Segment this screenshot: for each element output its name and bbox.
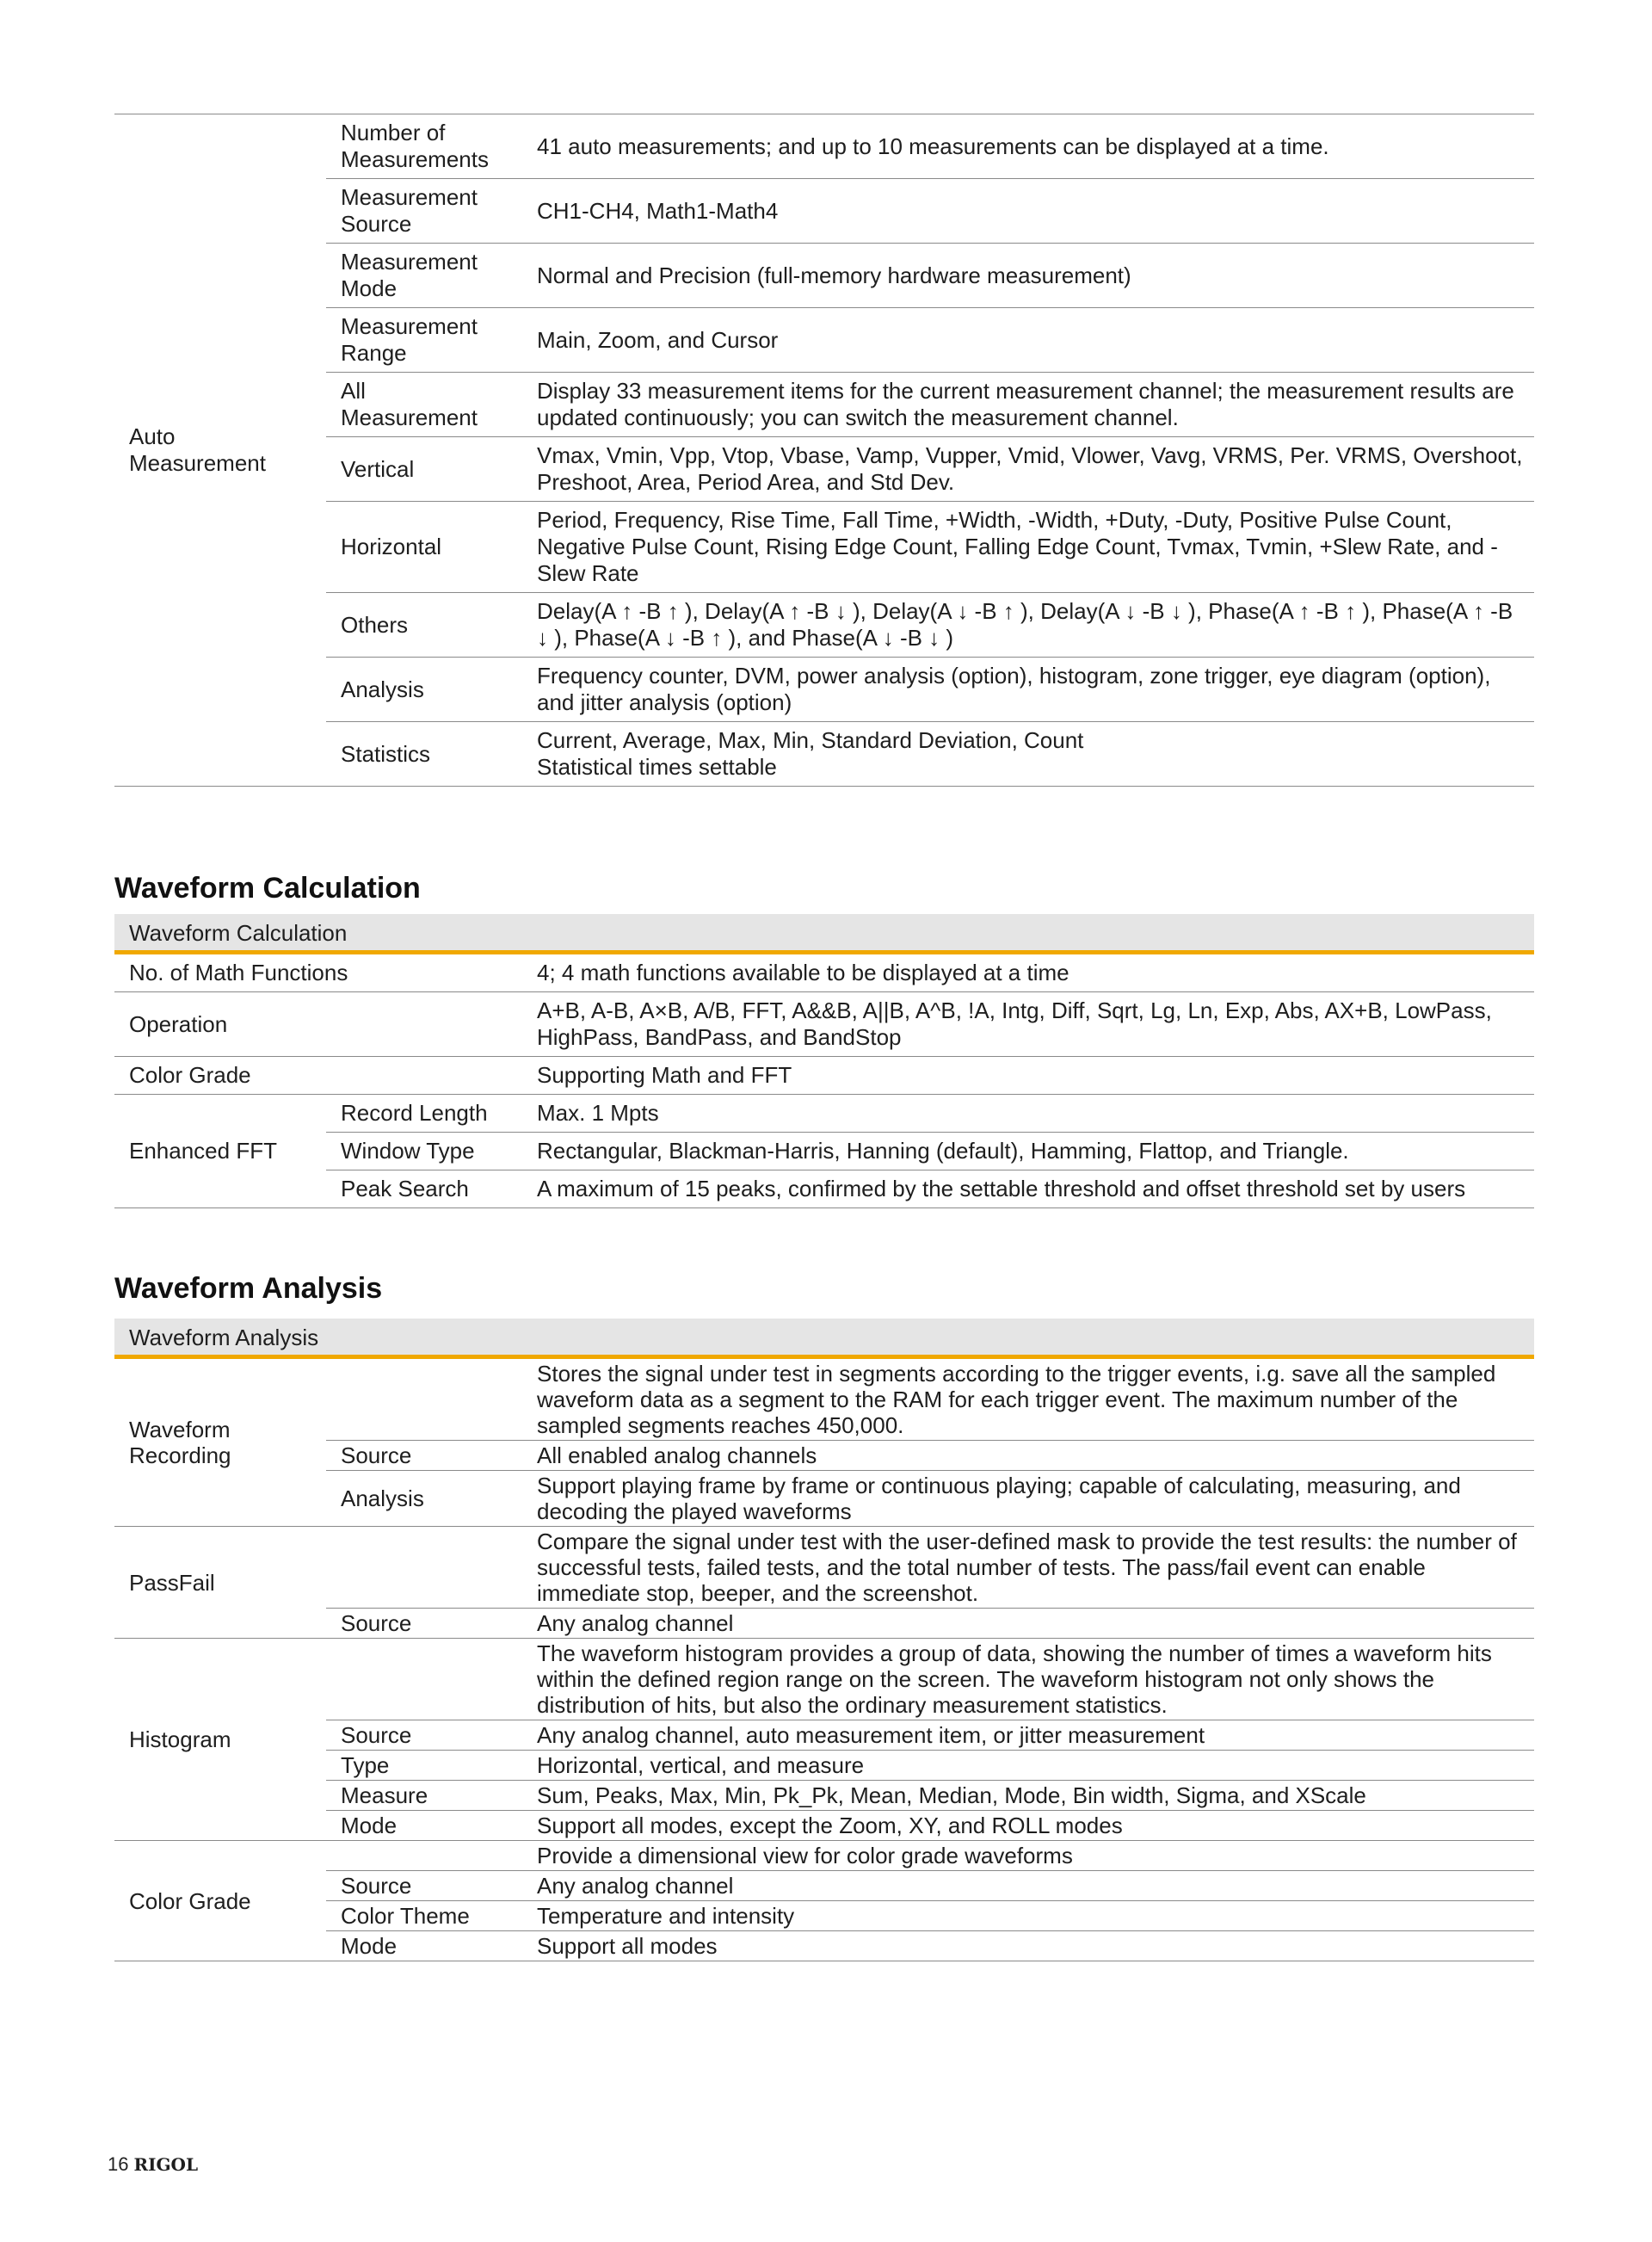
table-row	[114, 1609, 1534, 1639]
section-title-waveform-analysis: Waveform Analysis	[114, 1272, 383, 1305]
group-label: Histogram	[114, 1639, 326, 1841]
table-row	[114, 1441, 1534, 1471]
row-label: Horizontal	[326, 502, 522, 593]
table-row	[114, 1639, 1534, 1720]
row-value: Any analog channel	[522, 1609, 1534, 1639]
waveform-calculation-table	[114, 954, 1534, 1208]
row-value: Sum, Peaks, Max, Min, Pk_Pk, Mean, Median, Mode, Bin width, Sigma, and XScale	[522, 1781, 1534, 1811]
group-label: Enhanced FFT	[114, 1095, 326, 1208]
row-value: Any analog channel, auto measurement item, or jitter measurement	[522, 1720, 1534, 1751]
brand-logo: RIGOL	[133, 2154, 199, 2175]
row-label: Source	[326, 1720, 522, 1751]
row-label: Measurement Source	[326, 179, 522, 244]
row-value: Display 33 measurement items for the current measurement channel; the measurement results are updated continuously; you can switch the measurement channel.	[522, 373, 1534, 437]
row-value: Normal and Precision (full-memory hardware measurement)	[522, 244, 1534, 308]
row-label: Measure	[326, 1781, 522, 1811]
row-value: Max. 1 Mpts	[522, 1095, 1534, 1133]
row-value: Support playing frame by frame or continuous playing; capable of calculating, measuring, and decoding the played waveforms	[522, 1471, 1534, 1527]
table-row	[114, 1871, 1534, 1901]
row-label: Number of Measurements	[326, 114, 522, 179]
table-row	[114, 593, 1534, 658]
page-footer	[108, 2153, 198, 2176]
row-label: All Measurement	[326, 373, 522, 437]
table-row	[114, 1095, 1534, 1133]
table-row	[114, 954, 1534, 992]
row-value: Period, Frequency, Rise Time, Fall Time, +Width, -Width, +Duty, -Duty, Positive Pulse Count, Negative Pulse Count, Rising Edge Count, Falling Edge Count, Tvmax, Tvmin, +Slew Rate, and -Slew Rate	[522, 502, 1534, 593]
table-row	[114, 722, 1534, 787]
table-row	[114, 179, 1534, 244]
row-label: Others	[326, 593, 522, 658]
row-value: Frequency counter, DVM, power analysis (option), histogram, zone trigger, eye diagram (option), and jitter analysis (option)	[522, 658, 1534, 722]
section-band-waveform-analysis	[114, 1319, 1534, 1359]
row-label: Source	[326, 1609, 522, 1639]
row-label: Mode	[326, 1811, 522, 1841]
row-value: CH1-CH4, Math1-Math4	[522, 179, 1534, 244]
table-row	[114, 1527, 1534, 1609]
table-row	[114, 1359, 1534, 1441]
group-label: Auto Measurement	[114, 114, 326, 787]
row-label: Measurement Mode	[326, 244, 522, 308]
table-row	[114, 437, 1534, 502]
row-label: No. of Math Functions	[114, 954, 522, 992]
row-label: Color Theme	[326, 1901, 522, 1931]
row-label: Analysis	[326, 1471, 522, 1527]
table-row	[114, 1133, 1534, 1170]
table-row	[114, 502, 1534, 593]
band-label: Waveform Analysis	[129, 1325, 319, 1350]
table-row	[114, 658, 1534, 722]
row-label: Type	[326, 1751, 522, 1781]
table-row	[114, 1751, 1534, 1781]
row-value: All enabled analog channels	[522, 1441, 1534, 1471]
group-label: Color Grade	[114, 1841, 326, 1961]
table-row	[114, 1471, 1534, 1527]
row-value: Stores the signal under test in segments according to the trigger events, i.g. save all the sampled waveform data as a segment to the RAM for each trigger event. The maximum number of the sampled segments reaches 450,000.	[522, 1359, 1534, 1441]
group-label: Waveform Recording	[114, 1359, 326, 1527]
row-label: Analysis	[326, 658, 522, 722]
row-label: Color Grade	[114, 1057, 522, 1095]
row-value: Provide a dimensional view for color grade waveforms	[522, 1841, 1534, 1871]
row-label: Source	[326, 1441, 522, 1471]
table-row	[114, 308, 1534, 373]
row-value: 4; 4 math functions available to be displayed at a time	[522, 954, 1534, 992]
table-row	[114, 1841, 1534, 1871]
row-value: The waveform histogram provides a group of data, showing the number of times a waveform hits within the defined region range on the screen. The waveform histogram not only shows the distribution of hits, but also the ordinary measurement statistics.	[522, 1639, 1534, 1720]
row-value: Temperature and intensity	[522, 1901, 1534, 1931]
row-label	[326, 1639, 522, 1720]
row-label: Record Length	[326, 1095, 522, 1133]
section-band-waveform-calculation	[114, 914, 1534, 954]
auto-measurement-table	[114, 114, 1534, 787]
table-row	[114, 992, 1534, 1057]
row-value: Compare the signal under test with the user-defined mask to provide the test results: the number of successful tests, failed tests, and the total number of tests. The pass/fail event can enable immediate stop, beeper, and the screenshot.	[522, 1527, 1534, 1609]
row-value: Horizontal, vertical, and measure	[522, 1751, 1534, 1781]
waveform-analysis-table	[114, 1359, 1534, 1961]
row-value: Support all modes, except the Zoom, XY, and ROLL modes	[522, 1811, 1534, 1841]
row-value: Support all modes	[522, 1931, 1534, 1961]
row-value: Main, Zoom, and Cursor	[522, 308, 1534, 373]
table-row	[114, 1931, 1534, 1961]
table-row	[114, 1170, 1534, 1208]
table-row	[114, 114, 1534, 179]
band-label: Waveform Calculation	[129, 920, 348, 946]
row-value: Current, Average, Max, Min, Standard Deviation, Count Statistical times settable	[522, 722, 1534, 787]
row-value: Delay(A ↑ -B ↑ ), Delay(A ↑ -B ↓ ), Delay(A ↓ -B ↑ ), Delay(A ↓ -B ↓ ), Phase(A ↑ -B ↑ ), Phase(A ↑ -B ↓ ), Phase(A ↓ -B ↑ ), and Phase(A ↓ -B ↓ )	[522, 593, 1534, 658]
row-value: Vmax, Vmin, Vpp, Vtop, Vbase, Vamp, Vupper, Vmid, Vlower, Vavg, VRMS, Per. VRMS, Overshoot, Preshoot, Area, Period Area, and Std Dev.	[522, 437, 1534, 502]
table-row	[114, 1057, 1534, 1095]
table-row	[114, 1901, 1534, 1931]
row-value: Supporting Math and FFT	[522, 1057, 1534, 1095]
table-row	[114, 1720, 1534, 1751]
row-label: Statistics	[326, 722, 522, 787]
row-label	[326, 1527, 522, 1609]
row-label: Operation	[114, 992, 522, 1057]
table-row	[114, 244, 1534, 308]
row-value: A+B, A-B, A×B, A/B, FFT, A&&B, A||B, A^B, !A, Intg, Diff, Sqrt, Lg, Ln, Exp, Abs, AX+B, LowPass, HighPass, BandPass, and BandStop	[522, 992, 1534, 1057]
row-label: Measurement Range	[326, 308, 522, 373]
row-value: A maximum of 15 peaks, confirmed by the settable threshold and offset threshold set by users	[522, 1170, 1534, 1208]
row-label: Source	[326, 1871, 522, 1901]
row-label: Window Type	[326, 1133, 522, 1170]
page-number: 16	[108, 2153, 129, 2175]
row-label: Peak Search	[326, 1170, 522, 1208]
row-label: Mode	[326, 1931, 522, 1961]
row-value: Any analog channel	[522, 1871, 1534, 1901]
table-row	[114, 373, 1534, 437]
row-value: 41 auto measurements; and up to 10 measurements can be displayed at a time.	[522, 114, 1534, 179]
row-label	[326, 1359, 522, 1441]
table-row	[114, 1811, 1534, 1841]
row-label: Vertical	[326, 437, 522, 502]
group-label: PassFail	[114, 1527, 326, 1639]
section-title-waveform-calculation: Waveform Calculation	[114, 872, 421, 905]
row-label	[326, 1841, 522, 1871]
table-row	[114, 1781, 1534, 1811]
row-value: Rectangular, Blackman-Harris, Hanning (default), Hamming, Flattop, and Triangle.	[522, 1133, 1534, 1170]
